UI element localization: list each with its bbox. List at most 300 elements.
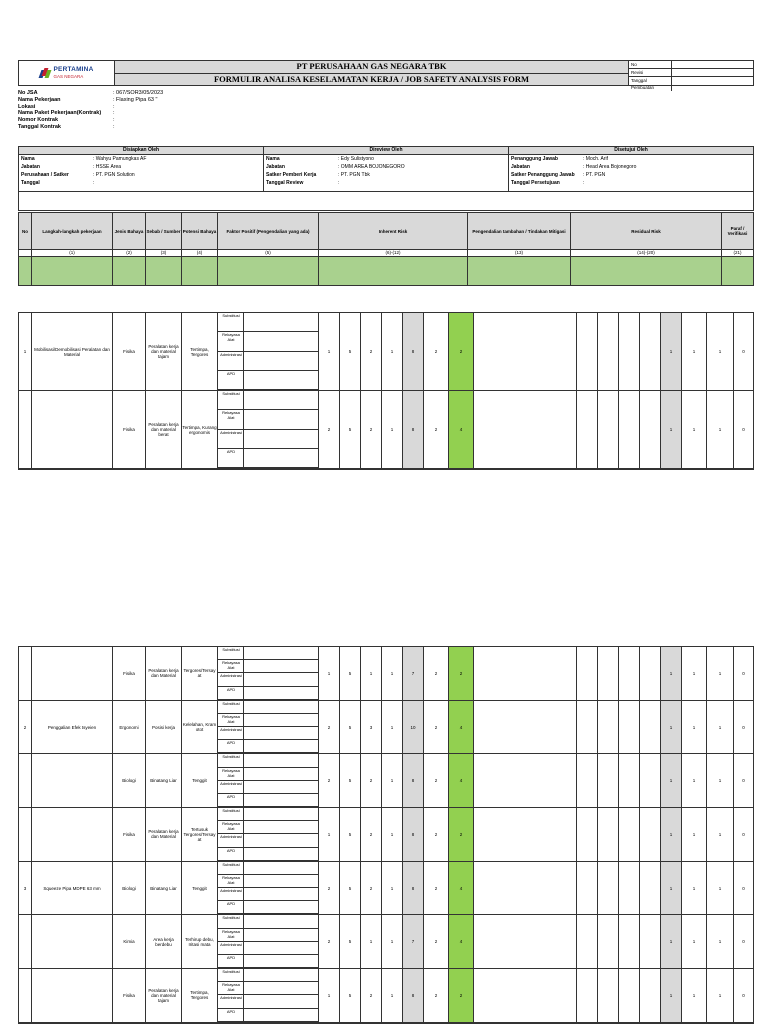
risk-value: 5 bbox=[340, 862, 361, 916]
control-desc bbox=[244, 834, 318, 846]
company-logo bbox=[19, 61, 115, 85]
col-header: No bbox=[19, 213, 31, 250]
potential-hazard: Tertimpa, Tergores bbox=[182, 313, 218, 391]
approval-block bbox=[18, 146, 754, 192]
control-desc bbox=[244, 888, 318, 900]
residual-value bbox=[619, 754, 640, 808]
control-type: APD bbox=[218, 449, 244, 467]
table-row bbox=[19, 862, 753, 916]
hazard-source: Peralatan kerja dan material tajam bbox=[146, 313, 182, 391]
residual-value bbox=[619, 915, 640, 969]
risk-value: 5 bbox=[340, 701, 361, 755]
residual-value: 1 bbox=[661, 313, 682, 391]
risk-value: 2 bbox=[319, 862, 340, 916]
control-desc bbox=[244, 915, 318, 927]
hazard-type: Fisika bbox=[113, 647, 146, 701]
risk-value: 2 bbox=[424, 313, 449, 391]
hazard-type: Biologi bbox=[113, 862, 146, 916]
risk-value: 8 bbox=[403, 862, 424, 916]
residual-value: 1 bbox=[707, 969, 734, 1023]
residual-value bbox=[598, 969, 619, 1023]
paraf-cell: 0 bbox=[734, 754, 753, 808]
potential-hazard: Tertusuk Tergores/Tersay at bbox=[182, 808, 218, 862]
control-type: Rekayasa Alat bbox=[218, 875, 244, 887]
control-type: APD bbox=[218, 1009, 244, 1021]
control-desc bbox=[244, 982, 318, 994]
control-type: Rekayasa Alat bbox=[218, 768, 244, 780]
info-label: Tanggal Kontrak bbox=[18, 123, 61, 130]
approval-label: Jabatan bbox=[21, 164, 40, 170]
risk-value: 5 bbox=[340, 969, 361, 1023]
approval-value: : OMM AREA BOJONEGORO bbox=[338, 164, 405, 170]
residual-value bbox=[577, 915, 598, 969]
control-desc bbox=[244, 848, 318, 860]
approval-heading: Disiapkan Oleh bbox=[19, 147, 263, 155]
approval-label: Tanggal bbox=[21, 180, 40, 186]
logo-name: PERTAMINA bbox=[53, 66, 94, 73]
control-type: APD bbox=[218, 687, 244, 699]
residual-value: 1 bbox=[707, 862, 734, 916]
risk-value: 7 bbox=[403, 647, 424, 701]
existing-controls bbox=[218, 313, 319, 391]
residual-value bbox=[598, 647, 619, 701]
control-line bbox=[218, 915, 318, 928]
work-step: Squeeze Pipa MDPE 63 mm bbox=[32, 862, 113, 916]
approval-value: : bbox=[583, 180, 585, 186]
col-number: (1) bbox=[32, 250, 112, 257]
residual-value bbox=[577, 754, 598, 808]
col-number: (4) bbox=[182, 250, 217, 257]
control-line bbox=[218, 901, 318, 914]
control-desc bbox=[244, 929, 318, 941]
approved-by bbox=[509, 147, 753, 191]
company-title: PT PERUSAHAAN GAS NEGARA TBK bbox=[115, 61, 628, 74]
control-desc bbox=[244, 754, 318, 766]
control-type: Substitusi bbox=[218, 313, 244, 331]
existing-controls bbox=[218, 701, 319, 755]
residual-value bbox=[577, 313, 598, 391]
risk-value: 1 bbox=[319, 969, 340, 1023]
risk-value: 1 bbox=[382, 862, 403, 916]
risk-value: 2 bbox=[449, 969, 474, 1023]
work-step: Penggalian Efek tsyeien bbox=[32, 701, 113, 755]
mitigation-controls bbox=[474, 915, 577, 969]
hazard-source: Binatang Liar bbox=[146, 754, 182, 808]
form-header bbox=[18, 60, 754, 90]
col-number: (21) bbox=[722, 250, 753, 257]
form-title: FORMULIR ANALISA KESELAMATAN KERJA / JOB SAFETY ANALYSIS FORM bbox=[115, 74, 628, 86]
residual-value bbox=[619, 969, 640, 1023]
control-line bbox=[218, 995, 318, 1008]
existing-controls bbox=[218, 754, 319, 808]
residual-value bbox=[577, 969, 598, 1023]
residual-value: 1 bbox=[661, 862, 682, 916]
potential-hazard: Tenggit bbox=[182, 862, 218, 916]
control-desc bbox=[244, 449, 318, 467]
control-line bbox=[218, 942, 318, 955]
residual-value bbox=[598, 701, 619, 755]
control-type: Administrasi bbox=[218, 888, 244, 900]
paraf-cell: 0 bbox=[734, 862, 753, 916]
control-desc bbox=[244, 714, 318, 726]
control-desc bbox=[244, 942, 318, 954]
residual-value: 1 bbox=[661, 391, 682, 469]
approval-label: Penanggung Jawab bbox=[511, 156, 558, 162]
control-line bbox=[218, 410, 318, 429]
mitigation-controls bbox=[474, 754, 577, 808]
approval-label: Jabatan bbox=[511, 164, 530, 170]
risk-value: 8 bbox=[403, 313, 424, 391]
info-label: Nama Paket Pekerjaan(Kontrak) bbox=[18, 110, 102, 117]
control-line bbox=[218, 754, 318, 767]
signature-space bbox=[18, 192, 754, 211]
col-header: Inherent Risk bbox=[319, 213, 467, 250]
info-label: Lokasi bbox=[18, 103, 36, 110]
row-number bbox=[19, 969, 32, 1023]
control-desc bbox=[244, 687, 318, 699]
risk-value: 2 bbox=[319, 754, 340, 808]
risk-value: 1 bbox=[319, 313, 340, 391]
approval-value: : Wahyu Pamungkas AF bbox=[93, 156, 147, 162]
control-desc bbox=[244, 660, 318, 672]
hazard-type: Fisika bbox=[113, 969, 146, 1023]
potential-hazard: Kelelahan, Kram otot bbox=[182, 701, 218, 755]
risk-value: 2 bbox=[319, 701, 340, 755]
control-type: Substitusi bbox=[218, 647, 244, 659]
control-type: APD bbox=[218, 371, 244, 389]
control-line bbox=[218, 714, 318, 727]
control-line bbox=[218, 701, 318, 714]
risk-value: 4 bbox=[449, 701, 474, 755]
control-line bbox=[218, 352, 318, 371]
table-row bbox=[19, 915, 753, 969]
col-header: Pengendalian tambahan / Tindakan Mitigasi bbox=[468, 213, 570, 250]
residual-value: 1 bbox=[707, 915, 734, 969]
control-line bbox=[218, 313, 318, 332]
row-number bbox=[19, 391, 32, 469]
col-number: (5) bbox=[218, 250, 318, 257]
hazard-type: Biologi bbox=[113, 754, 146, 808]
residual-value bbox=[640, 701, 661, 755]
control-desc bbox=[244, 371, 318, 389]
residual-value: 1 bbox=[682, 862, 707, 916]
risk-value: 2 bbox=[424, 915, 449, 969]
paraf-cell: 0 bbox=[734, 391, 753, 469]
residual-value: 1 bbox=[682, 391, 707, 469]
existing-controls bbox=[218, 969, 319, 1023]
work-step bbox=[32, 808, 113, 862]
control-type: Rekayasa Alat bbox=[218, 821, 244, 833]
control-type: Rekayasa Alat bbox=[218, 410, 244, 428]
control-type: APD bbox=[218, 740, 244, 752]
risk-value: 2 bbox=[424, 754, 449, 808]
mitigation-controls bbox=[474, 969, 577, 1023]
risk-value: 7 bbox=[403, 915, 424, 969]
paraf-cell: 0 bbox=[734, 647, 753, 701]
mitigation-controls bbox=[474, 391, 577, 469]
control-line bbox=[218, 969, 318, 982]
risk-value: 8 bbox=[403, 391, 424, 469]
work-step bbox=[32, 754, 113, 808]
hazard-type: Fisika bbox=[113, 313, 146, 391]
mitigation-controls bbox=[474, 701, 577, 755]
col-header: Paraf / Verifikasi bbox=[722, 213, 753, 250]
approval-value: : Moch. Arif bbox=[583, 156, 609, 162]
risk-value: 2 bbox=[424, 969, 449, 1023]
risk-table-page2 bbox=[18, 646, 754, 1024]
hazard-source: Peralatan kerja dan material tajam bbox=[146, 969, 182, 1023]
risk-value: 4 bbox=[449, 391, 474, 469]
existing-controls bbox=[218, 647, 319, 701]
risk-value: 5 bbox=[340, 391, 361, 469]
col-header: Jenis Bahaya bbox=[113, 213, 145, 250]
hazard-source: Peralatan kerja dan Material bbox=[146, 808, 182, 862]
approval-label: Satker Penanggung Jawab bbox=[511, 172, 575, 178]
control-type: APD bbox=[218, 848, 244, 860]
control-type: Administrasi bbox=[218, 673, 244, 685]
residual-value: 1 bbox=[707, 808, 734, 862]
control-type: Administrasi bbox=[218, 995, 244, 1007]
col-header: Langkah-langkah pekerjaan bbox=[32, 213, 112, 250]
control-desc bbox=[244, 430, 318, 448]
risk-value: 2 bbox=[361, 313, 382, 391]
info-label: No JSA bbox=[18, 90, 38, 96]
approval-value: : bbox=[338, 180, 340, 186]
row-number bbox=[19, 754, 32, 808]
col-number: (14)-(20) bbox=[571, 250, 721, 257]
hazard-source: Binatang Liar bbox=[146, 862, 182, 916]
reviewed-by bbox=[264, 147, 509, 191]
approval-label: Nama bbox=[21, 156, 35, 162]
info-value: : 067/SOR3/05/2023 bbox=[113, 90, 164, 96]
risk-value: 1 bbox=[382, 969, 403, 1023]
residual-value: 1 bbox=[661, 808, 682, 862]
control-line bbox=[218, 727, 318, 740]
control-desc bbox=[244, 955, 318, 967]
residual-value bbox=[598, 313, 619, 391]
residual-value: 1 bbox=[661, 701, 682, 755]
risk-value: 2 bbox=[424, 862, 449, 916]
residual-value bbox=[640, 915, 661, 969]
residual-value bbox=[640, 969, 661, 1023]
residual-value: 1 bbox=[661, 915, 682, 969]
hazard-source: Peralatan kerja dan Material bbox=[146, 647, 182, 701]
residual-value: 1 bbox=[682, 808, 707, 862]
approval-label: Perusahaan / Satker bbox=[21, 172, 69, 178]
control-type: APD bbox=[218, 955, 244, 967]
control-line bbox=[218, 929, 318, 942]
risk-value: 5 bbox=[340, 313, 361, 391]
control-line bbox=[218, 673, 318, 686]
control-line bbox=[218, 808, 318, 821]
risk-value: 1 bbox=[319, 647, 340, 701]
control-type: Administrasi bbox=[218, 942, 244, 954]
control-line bbox=[218, 834, 318, 847]
control-type: Administrasi bbox=[218, 781, 244, 793]
hazard-source: Peralatan kerja dan material berat bbox=[146, 391, 182, 469]
meta-label: No bbox=[631, 61, 672, 68]
existing-controls bbox=[218, 915, 319, 969]
mitigation-controls bbox=[474, 313, 577, 391]
control-desc bbox=[244, 332, 318, 350]
residual-value: 1 bbox=[707, 754, 734, 808]
approval-label: Tanggal Persetujuan bbox=[511, 180, 560, 186]
col-number: (13) bbox=[468, 250, 570, 257]
risk-value: 5 bbox=[340, 808, 361, 862]
residual-value bbox=[598, 862, 619, 916]
work-step: Mobilisasi/Demobilisasi Peralatan dan Material bbox=[32, 313, 113, 391]
residual-value bbox=[619, 862, 640, 916]
control-line bbox=[218, 888, 318, 901]
residual-value bbox=[640, 754, 661, 808]
control-line bbox=[218, 875, 318, 888]
risk-value: 2 bbox=[449, 313, 474, 391]
control-type: Substitusi bbox=[218, 391, 244, 409]
control-desc bbox=[244, 875, 318, 887]
col-number bbox=[19, 250, 31, 257]
control-line bbox=[218, 449, 318, 468]
risk-value: 2 bbox=[361, 808, 382, 862]
work-step bbox=[32, 391, 113, 469]
meta-label: Revisi bbox=[631, 69, 672, 76]
control-type: Substitusi bbox=[218, 808, 244, 820]
approval-heading: Disetujui Oleh bbox=[509, 147, 753, 155]
approval-label: Nama bbox=[266, 156, 280, 162]
approval-value: : HSSE Area bbox=[93, 164, 122, 170]
row-number: 1 bbox=[19, 313, 32, 391]
table-row bbox=[19, 754, 753, 808]
control-line bbox=[218, 781, 318, 794]
control-line bbox=[218, 821, 318, 834]
control-type: APD bbox=[218, 794, 244, 806]
hazard-type: Fisika bbox=[113, 808, 146, 862]
control-line bbox=[218, 391, 318, 410]
control-desc bbox=[244, 352, 318, 370]
table-row bbox=[19, 969, 753, 1023]
control-desc bbox=[244, 410, 318, 428]
control-type: Substitusi bbox=[218, 862, 244, 874]
risk-value: 4 bbox=[449, 915, 474, 969]
prepared-by bbox=[19, 147, 264, 191]
col-header: Residual Risk bbox=[571, 213, 721, 250]
risk-value: 1 bbox=[361, 915, 382, 969]
residual-value bbox=[598, 808, 619, 862]
table-row bbox=[19, 313, 753, 391]
residual-value bbox=[598, 754, 619, 808]
potential-hazard: Tertimpa, Kurang ergonomis bbox=[182, 391, 218, 469]
residual-value bbox=[619, 808, 640, 862]
paraf-cell: 0 bbox=[734, 808, 753, 862]
control-line bbox=[218, 848, 318, 861]
job-info bbox=[18, 90, 752, 131]
potential-hazard: Tenggit bbox=[182, 754, 218, 808]
control-type: Substitusi bbox=[218, 915, 244, 927]
risk-value: 1 bbox=[382, 313, 403, 391]
risk-value: 2 bbox=[424, 391, 449, 469]
control-line bbox=[218, 740, 318, 753]
residual-value: 1 bbox=[707, 391, 734, 469]
control-desc bbox=[244, 673, 318, 685]
risk-value: 2 bbox=[361, 754, 382, 808]
residual-value bbox=[598, 915, 619, 969]
work-step bbox=[32, 647, 113, 701]
hazard-type: Ergonomi bbox=[113, 701, 146, 755]
risk-value: 2 bbox=[424, 647, 449, 701]
info-value: : bbox=[113, 117, 115, 124]
control-type: Administrasi bbox=[218, 834, 244, 846]
approval-value: : Head Area Bojonegoro bbox=[583, 164, 637, 170]
work-step bbox=[32, 915, 113, 969]
residual-value bbox=[577, 862, 598, 916]
risk-value: 8 bbox=[403, 754, 424, 808]
info-value: : bbox=[113, 110, 115, 117]
approval-label: Satker Pemberi Kerja bbox=[266, 172, 317, 178]
row-number bbox=[19, 647, 32, 701]
risk-value: 10 bbox=[403, 701, 424, 755]
control-desc bbox=[244, 647, 318, 659]
info-value: : Flaxing Pipa 63 " bbox=[113, 96, 158, 103]
approval-heading: Direview Oleh bbox=[264, 147, 508, 155]
approval-value: : bbox=[93, 180, 95, 186]
residual-value bbox=[598, 391, 619, 469]
control-type: Rekayasa Alat bbox=[218, 929, 244, 941]
risk-value: 2 bbox=[424, 808, 449, 862]
residual-value bbox=[577, 808, 598, 862]
residual-value bbox=[619, 391, 640, 469]
control-line bbox=[218, 332, 318, 351]
paraf-cell: 0 bbox=[734, 915, 753, 969]
paraf-cell: 0 bbox=[734, 701, 753, 755]
col-number: (6)-(12) bbox=[319, 250, 467, 257]
risk-value: 2 bbox=[319, 915, 340, 969]
residual-value bbox=[640, 391, 661, 469]
row-number bbox=[19, 915, 32, 969]
hazard-source: Area kerja berdebu bbox=[146, 915, 182, 969]
residual-value: 1 bbox=[682, 647, 707, 701]
meta-label: Tanggal Pembuatan bbox=[631, 77, 672, 91]
approval-label: Jabatan bbox=[266, 164, 285, 170]
residual-value: 1 bbox=[682, 915, 707, 969]
control-line bbox=[218, 660, 318, 673]
risk-value: 2 bbox=[449, 647, 474, 701]
risk-value: 1 bbox=[382, 391, 403, 469]
control-type: APD bbox=[218, 901, 244, 913]
control-desc bbox=[244, 740, 318, 752]
approval-value: : PT. PGN Solution bbox=[93, 172, 135, 178]
existing-controls bbox=[218, 808, 319, 862]
residual-value bbox=[619, 647, 640, 701]
existing-controls bbox=[218, 391, 319, 469]
risk-value: 1 bbox=[382, 808, 403, 862]
control-type: Administrasi bbox=[218, 352, 244, 370]
control-line bbox=[218, 647, 318, 660]
risk-value: 3 bbox=[361, 701, 382, 755]
residual-value: 1 bbox=[707, 701, 734, 755]
control-desc bbox=[244, 727, 318, 739]
control-desc bbox=[244, 768, 318, 780]
info-value: : bbox=[113, 103, 115, 110]
control-line bbox=[218, 371, 318, 390]
approval-value: : PT. PGN Tbk bbox=[338, 172, 370, 178]
risk-value: 1 bbox=[382, 701, 403, 755]
risk-value: 2 bbox=[449, 808, 474, 862]
residual-value bbox=[577, 647, 598, 701]
paraf-cell: 0 bbox=[734, 313, 753, 391]
risk-value: 8 bbox=[403, 808, 424, 862]
col-header: Faktor Positif (Pengendalian yang ada) bbox=[218, 213, 318, 250]
row-number: 3 bbox=[19, 862, 32, 916]
table-row bbox=[19, 391, 753, 469]
